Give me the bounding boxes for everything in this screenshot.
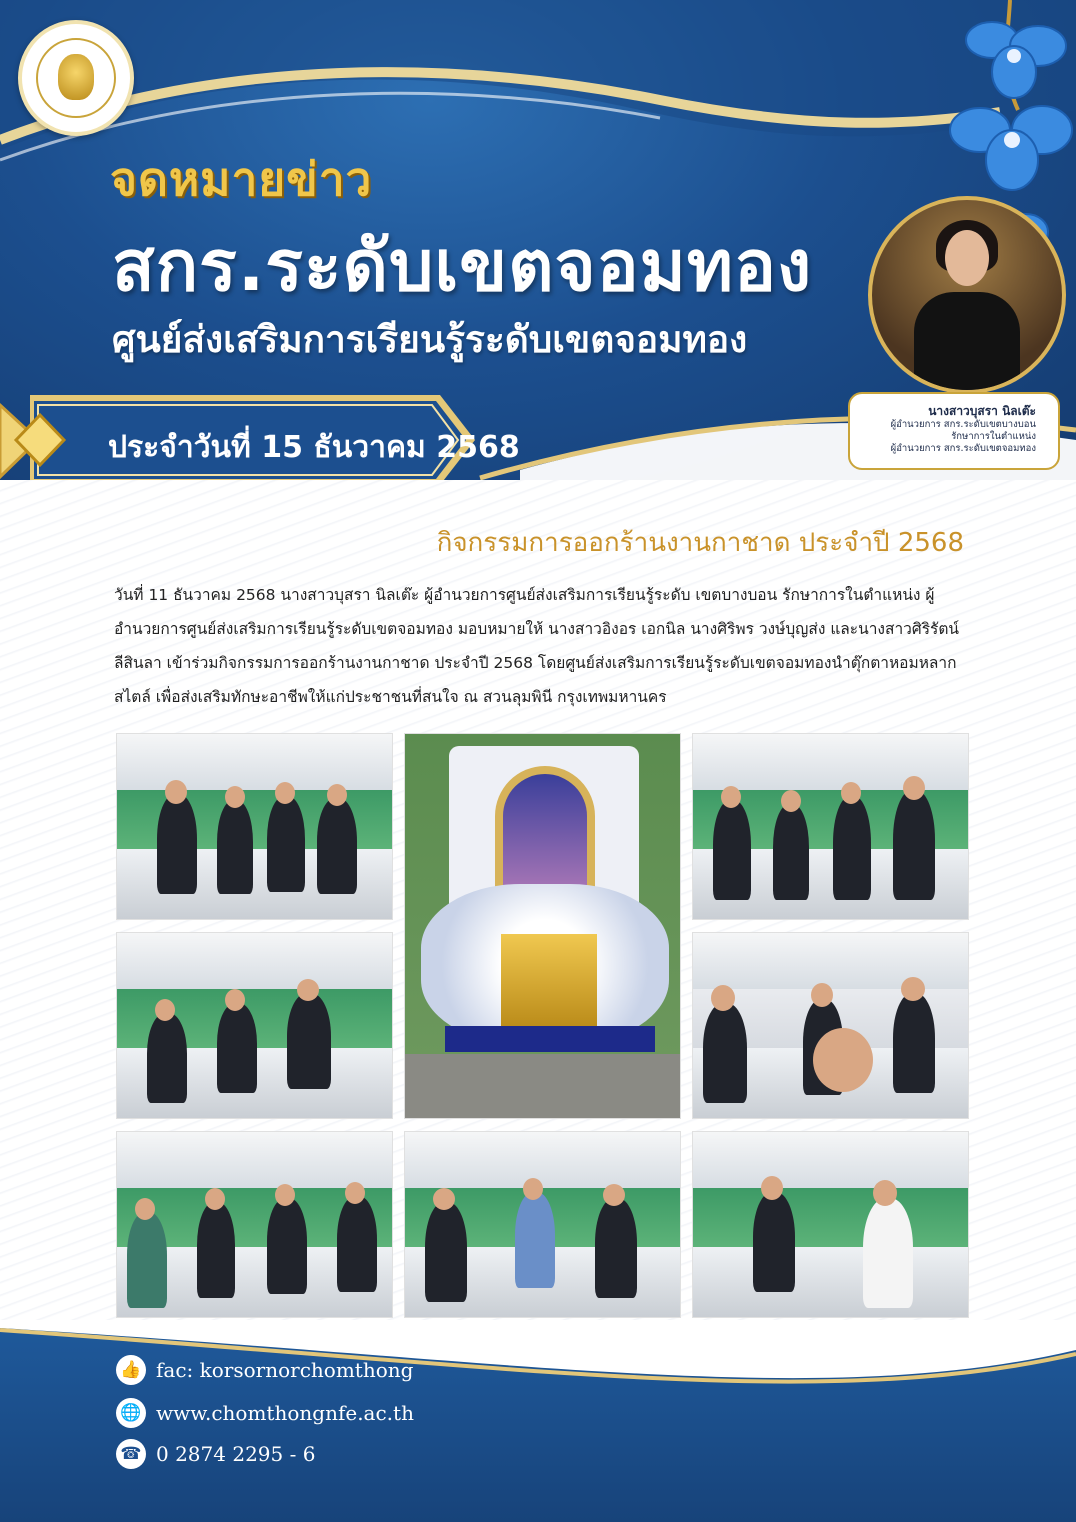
event-photo-5 (116, 1131, 393, 1318)
website-contact[interactable] (116, 1398, 414, 1428)
newsletter-subtitle: ศูนย์ส่งเสริมการเรียนรู้ระดับเขตจอมทอง (112, 318, 748, 361)
website-text: www.chomthongnfe.ac.th (156, 1401, 414, 1425)
facebook-contact[interactable] (116, 1355, 413, 1385)
phone-icon: ☎ (116, 1439, 146, 1469)
school-logo (18, 20, 134, 136)
facebook-text: fac: korsornorchomthong (156, 1358, 414, 1382)
director-portrait (868, 196, 1066, 394)
issue-date: ประจำวันที่ 15 ธันวาคม 2568 (108, 430, 520, 465)
event-photo-shrine (404, 733, 681, 1119)
director-name: นางสาวบุสรา นิลเต๊ะ (928, 404, 1036, 418)
director-name-card (848, 392, 1060, 470)
event-photo-2 (692, 733, 969, 920)
director-position-3: ผู้อำนวยการ สกร.ระดับเขตจอมทอง (890, 443, 1036, 454)
header-banner (0, 0, 1076, 500)
phone-text: 0 2874 2295 - 6 (156, 1442, 316, 1466)
newsletter-kicker: จดหมายข่าว (110, 152, 373, 206)
like-icon: 👍 (116, 1355, 146, 1385)
event-photo-4 (692, 932, 969, 1119)
director-position-2: รักษาการในตำแหน่ง (951, 431, 1036, 442)
event-photo-7 (692, 1131, 969, 1318)
article-title (0, 522, 964, 563)
phone-contact[interactable] (116, 1439, 315, 1469)
article-body: วันที่ 11 ธันวาคม 2568 นางสาวบุสรา นิลเต๊ะ ผู้อำนวยการศูนย์ส่งเสริมการเรียนรู้ระดับ เขตบางบอน รักษาการในตำแหน่ง ผู้อำนวยการศูนย์ส่งเสริมการเรียนรู้ระดับเขตจอมทอง มอบหมายให้ นางสาวอิงอร เอกนิล นางศิริพร วงษ์บุญส่ง และนางสาวศิริรัตน์ ลีสินลา เข้าร่วมกิจกรรมการออกร้านงานกาชาด ประจำปี 2568 โดยศูนย์ส่งเสริมการเรียนรู้ระดับเขตจอมทองนำตุ๊กตาหอมหลากสไตล์ เพื่อส่งเสริมทักษะอาชีพให้แก่ประชาชนที่สนใจ ณ สวนลุมพินี กรุงเทพมหานคร (114, 586, 960, 706)
event-photo-1 (116, 733, 393, 920)
director-position-1: ผู้อำนวยการ สกร.ระดับเขตบางบอน (890, 419, 1036, 430)
event-photo-3 (116, 932, 393, 1119)
event-photo-6 (404, 1131, 681, 1318)
emblem-icon (58, 54, 94, 100)
article-title-text: กิจกรรมการออกร้านงานกาชาด ประจำปี 2568 (436, 528, 964, 558)
globe-icon: 🌐 (116, 1398, 146, 1428)
newsletter-title: สกร.ระดับเขตจอมทอง (112, 225, 813, 307)
